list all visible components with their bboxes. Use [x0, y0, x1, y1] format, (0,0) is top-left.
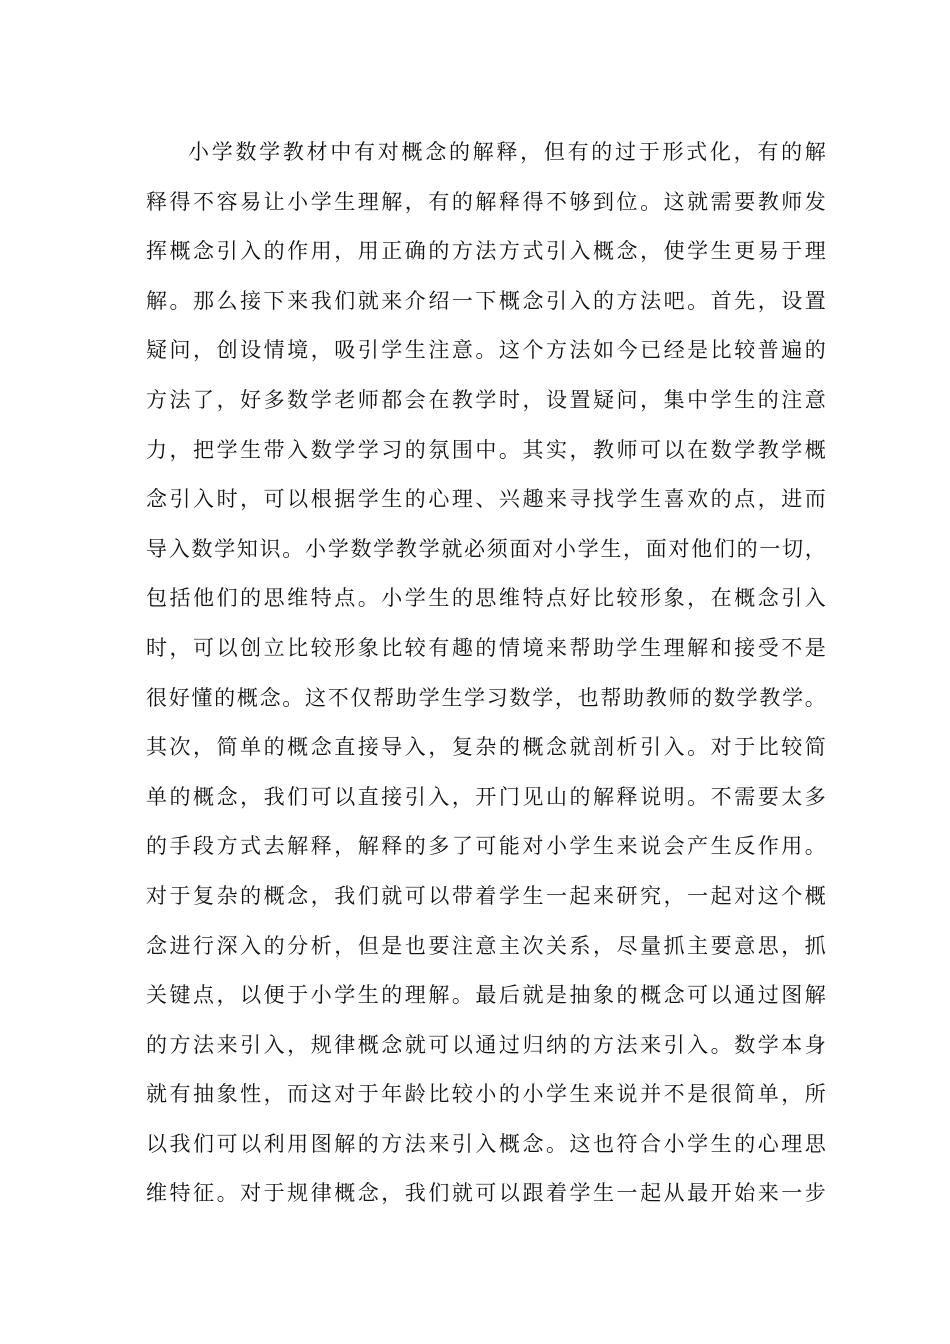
text-line: 以我们可以利用图解的方法来引入概念。这也符合小学生的心理思 [146, 1131, 826, 1156]
text-line: 疑问，创设情境，吸引学生注意。这个方法如今已经是比较普遍的 [146, 338, 826, 363]
text-line: 念引入时，可以根据学生的心理、兴趣来寻找学生喜欢的点，进而 [146, 487, 826, 512]
text-line: 释得不容易让小学生理解，有的解释得不够到位。这就需要教师发 [146, 189, 826, 214]
text-line: 时，可以创立比较形象比较有趣的情境来帮助学生理解和接受不是 [146, 635, 826, 660]
text-line: 力，把学生带入数学学习的氛围中。其实，教师可以在数学教学概 [146, 437, 826, 462]
text-line: 单的概念，我们可以直接引入，开门见山的解释说明。不需要太多 [146, 784, 826, 809]
text-line: 对于复杂的概念，我们就可以带着学生一起来研究，一起对这个概 [146, 883, 826, 908]
text-line: 很好懂的概念。这不仅帮助学生学习数学，也帮助教师的数学教学。 [146, 685, 826, 710]
text-line: 包括他们的思维特点。小学生的思维特点好比较形象，在概念引入 [146, 586, 826, 611]
text-line: 的手段方式去解释，解释的多了可能对小学生来说会产生反作用。 [146, 834, 826, 859]
text-line: 关键点，以便于小学生的理解。最后就是抽象的概念可以通过图解 [146, 983, 826, 1008]
text-line: 导入数学知识。小学数学教学就必须面对小学生，面对他们的一切， [146, 536, 826, 561]
text-line: 挥概念引入的作用，用正确的方法方式引入概念，使学生更易于理 [146, 239, 826, 264]
text-line: 的方法来引入，规律概念就可以通过归纳的方法来引入。数学本身 [146, 1032, 826, 1057]
text-line: 念进行深入的分析，但是也要注意主次关系，尽量抓主要意思，抓 [146, 933, 826, 958]
text-line: 其次，简单的概念直接导入，复杂的概念就剖析引入。对于比较简 [146, 735, 826, 760]
text-line: 维特征。对于规律概念，我们就可以跟着学生一起从最开始来一步 [146, 1181, 826, 1206]
body-paragraph [146, 128, 826, 1219]
text-line: 就有抽象性，而这对于年龄比较小的小学生来说并不是很简单，所 [146, 1082, 826, 1107]
text-line: 方法了，好多数学老师都会在教学时，设置疑问，集中学生的注意 [146, 387, 826, 412]
text-line: 解。那么接下来我们就来介绍一下概念引入的方法吧。首先，设置 [146, 288, 826, 313]
text-line: 小学数学教材中有对概念的解释，但有的过于形式化，有的解 [188, 140, 826, 164]
